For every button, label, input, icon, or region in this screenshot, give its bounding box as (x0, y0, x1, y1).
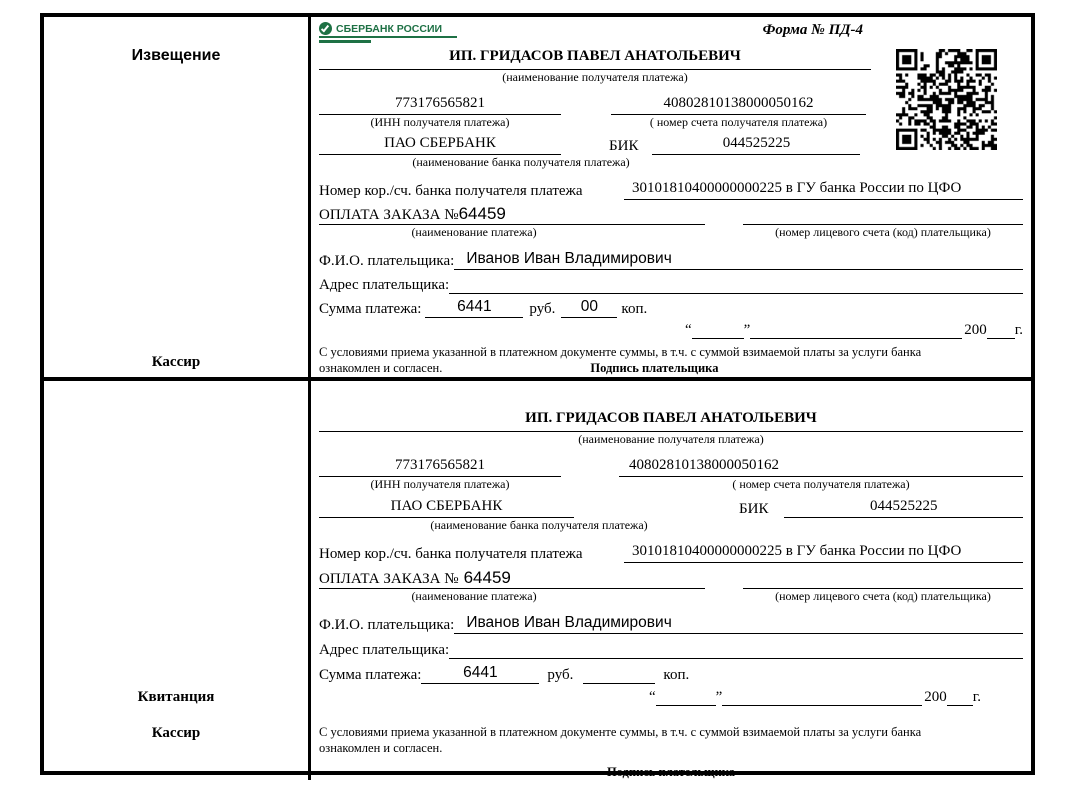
sum-label: Сумма платежа: (319, 666, 422, 683)
receipt-left-column (44, 381, 311, 781)
receipt-content (311, 381, 1031, 781)
inn-value: 773176565821 (319, 95, 561, 115)
korr-account-label: Номер кор./сч. банка получателя платежа (319, 545, 583, 562)
bik-label: БИК (609, 138, 639, 154)
fio-label: Ф.И.О. плательщика: (319, 253, 455, 269)
personal-account-value (743, 205, 1023, 225)
sberbank-logo-icon (319, 22, 332, 35)
kop-label: коп. (663, 666, 690, 683)
pd4-form (40, 13, 1035, 779)
address-value (449, 639, 1023, 659)
recipient-name: ИП. ГРИДАСОВ ПАВЕЛ АНАТОЛЬЕВИЧ (319, 46, 871, 70)
cashier-label: Кассир (151, 353, 201, 370)
sum-rub-value: 6441 (425, 298, 523, 318)
sberbank-logo-text: СБЕРБАНК РОССИИ (336, 22, 443, 35)
address-value (449, 274, 1023, 294)
rub-label: руб. (547, 666, 574, 683)
address-label: Адрес плательщика: (319, 277, 450, 293)
cashier-label: Кассир (151, 725, 201, 742)
inn-label: (ИНН получателя платежа) (370, 476, 510, 491)
account-label: ( номер счета получателя платежа) (649, 115, 828, 129)
recipient-name: ИП. ГРИДАСОВ ПАВЕЛ АНАТОЛЬЕВИЧ (319, 408, 1023, 432)
korr-account-value: 30101810400000000225 в ГУ банка России по ЦФО (624, 543, 1023, 563)
payment-name-value: ОПЛАТА ЗАКАЗА № 64459 (319, 569, 705, 589)
date-month-field (750, 321, 962, 339)
date-day-field (656, 688, 716, 706)
receipt-label: Квитанция (137, 689, 215, 706)
sum-label: Сумма платежа: (319, 301, 422, 317)
sum-kop-value (583, 664, 655, 684)
personal-account-label: (номер лицевого счета (код) плательщика) (775, 588, 991, 603)
agreement-text: С условиями приема указанной в платежном документе суммы, в т.ч. с суммой взимаемой платы за услуги банка ознакомлен и согласен. Подпись плательщика (319, 345, 922, 376)
bank-name-value: ПАО СБЕРБАНК (319, 135, 561, 155)
qr-code (896, 49, 997, 150)
agreement-text: С условиями приема указанной в платежном документе суммы, в т.ч. с суммой взимаемой платы за услуги банка ознакомлен и согласен. Подпись плательщика (319, 724, 1023, 781)
recipient-name-label: (наименование получателя платежа) (578, 431, 764, 446)
rub-label: руб. (529, 301, 556, 317)
payer-signature-label: Подпись плательщика (590, 361, 719, 376)
korr-account-label: Номер кор./сч. банка получателя платежа (319, 183, 583, 199)
date-year-field (947, 688, 973, 706)
bank-name-label: (наименование банка получателя платежа) (430, 517, 648, 532)
fio-value: Иванов Иван Владимирович (454, 614, 1023, 634)
sum-kop-value: 00 (561, 298, 617, 318)
korr-account-value: 30101810400000000225 в ГУ банка России по ЦФО (624, 180, 1023, 200)
notice-left-column (44, 17, 311, 377)
bank-name-label: (наименование банка получателя платежа) (412, 155, 630, 169)
notice-label: Извещение (131, 47, 221, 64)
payment-name-label: (наименование платежа) (411, 225, 537, 239)
date-month-field (722, 688, 922, 706)
sberbank-logo-tagline (319, 40, 371, 43)
order-number: 64459 (458, 204, 506, 223)
bank-name-value: ПАО СБЕРБАНК (319, 498, 574, 518)
receipt-section (44, 381, 1031, 781)
payer-signature-label: Подпись плательщика (606, 765, 736, 779)
account-value: 40802810138000050162 (619, 457, 1023, 477)
recipient-name-label: (наименование получателя платежа) (502, 70, 688, 84)
personal-account-label: (номер лицевого счета (код) плательщика) (775, 225, 991, 239)
inn-label: (ИНН получателя платежа) (370, 115, 510, 129)
address-label: Адрес плательщика: (319, 641, 450, 658)
account-label: ( номер счета получателя платежа) (732, 476, 910, 491)
bik-value: 044525225 (784, 498, 1023, 518)
kop-label: коп. (621, 301, 648, 317)
inn-value: 773176565821 (319, 457, 561, 477)
notice-section (44, 17, 1031, 381)
sberbank-logo (319, 22, 469, 43)
form-number-label: Форма № ПД-4 (762, 22, 863, 38)
notice-content (311, 17, 1031, 377)
date-line: “ ” 200 г. (648, 688, 981, 705)
sum-rub-value: 6441 (421, 664, 539, 684)
bik-label: БИК (739, 500, 769, 517)
payment-name-value: ОПЛАТА ЗАКАЗА №64459 (319, 205, 705, 225)
date-day-field (692, 321, 744, 339)
date-line: “ ” 200 г. (684, 322, 1023, 338)
date-year-field (987, 321, 1015, 339)
fio-label: Ф.И.О. плательщика: (319, 616, 455, 633)
bik-value: 044525225 (652, 135, 860, 155)
order-number: 64459 (463, 567, 511, 587)
account-value: 40802810138000050162 (611, 95, 866, 115)
fio-value: Иванов Иван Владимирович (454, 250, 1023, 270)
payment-name-label: (наименование платежа) (411, 588, 537, 603)
personal-account-value (743, 569, 1023, 589)
